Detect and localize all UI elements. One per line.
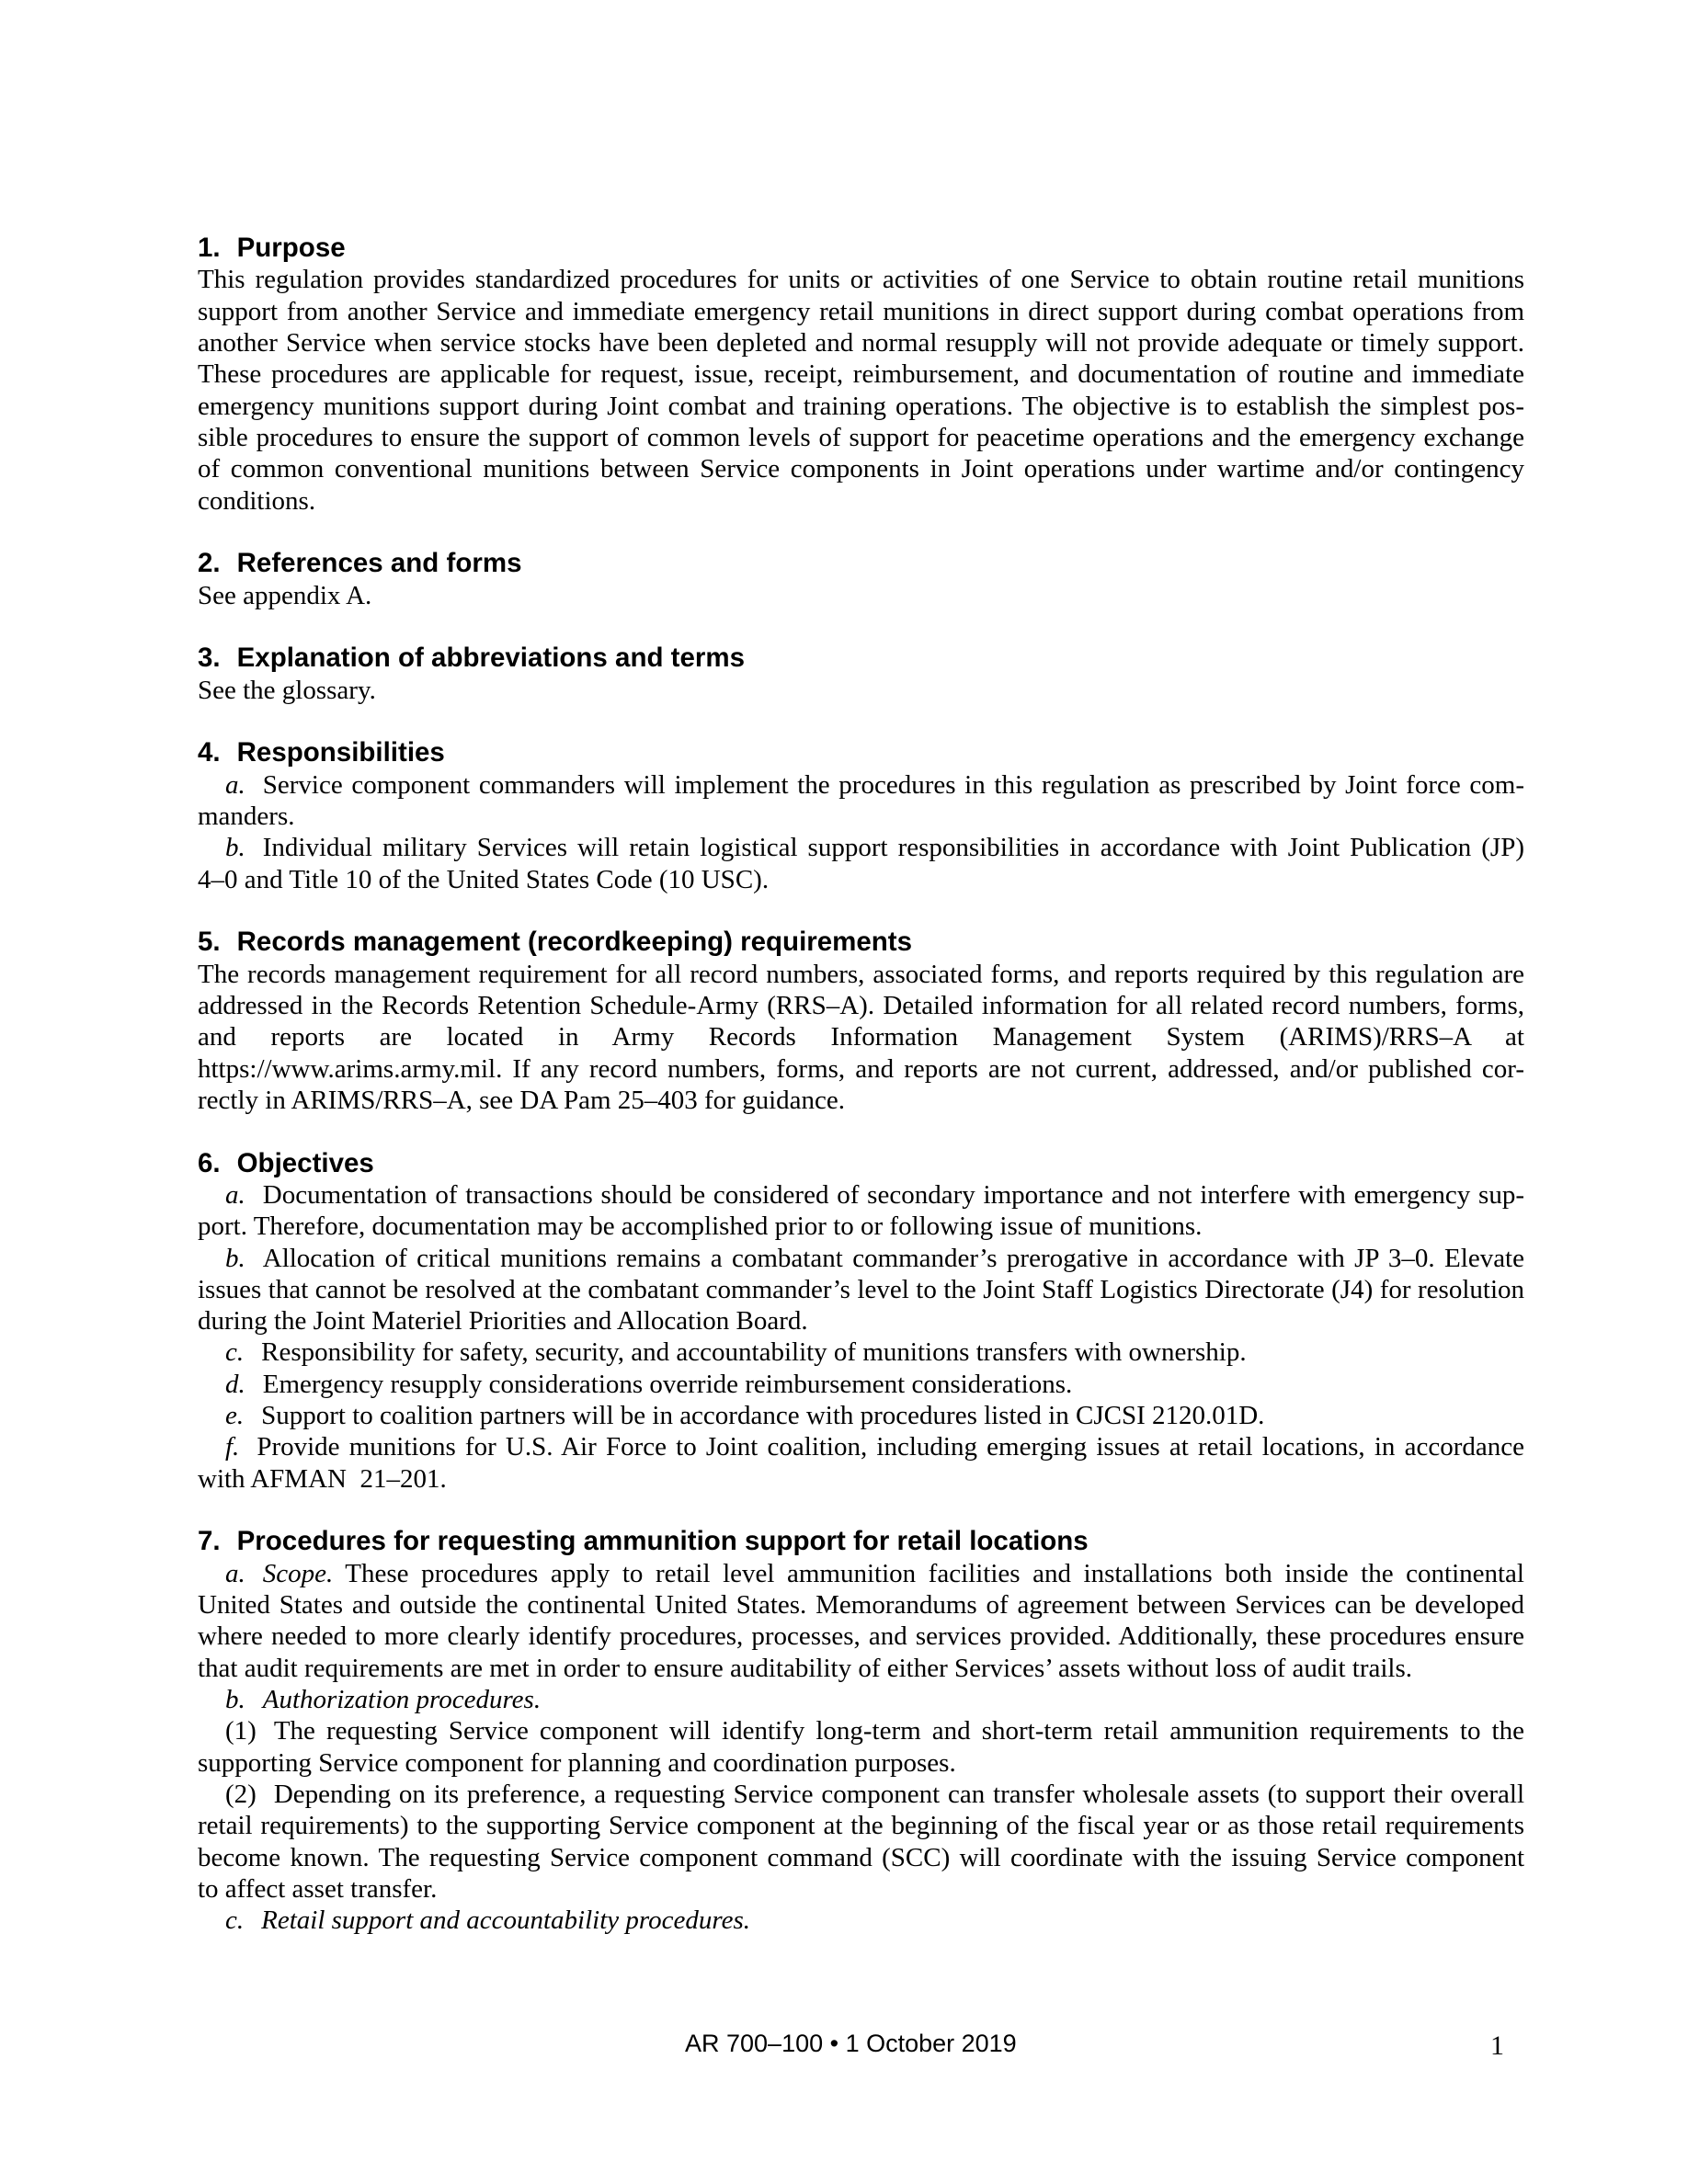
paragraph-line: 4–0 and Title 10 of the United States Code (10 USC). <box>198 864 770 894</box>
section-number: 7. <box>198 1526 221 1557</box>
line-text: Allocation of critical munitions remains a combatant commander’s prerogative in accordance with JP 3–0. Elevate <box>262 1243 1524 1273</box>
line-text: The requesting Service component will identify long-term and short-term retail ammunition requirements to the <box>273 1716 1524 1746</box>
paragraph-line: and reports are located in Army Records Information Management System (ARIMS)/RRS–A at <box>198 1022 1524 1052</box>
paragraph-item-e <box>198 1400 1524 1431</box>
item-label: (2) <box>225 1780 257 1810</box>
paragraph-line: See appendix A. <box>198 580 372 610</box>
line-text: Provide munitions for U.S. Air Force to Joint coalition, including emerging issues at retail locations, in accordance <box>257 1432 1524 1462</box>
section-heading <box>198 1148 1524 1179</box>
line-text: Documentation of transactions should be considered of secondary importance and not interfere with emergency sup- <box>262 1179 1524 1210</box>
paragraph-item-a <box>198 1179 1524 1243</box>
paragraph <box>198 959 1524 1117</box>
section-number: 6. <box>198 1147 221 1178</box>
paragraph-line: United States and outside the continental United States. Memorandums of agreement between Services can be developed <box>198 1590 1524 1621</box>
paragraph <box>198 580 1524 611</box>
section-title: Explanation of abbreviations and terms <box>236 643 746 674</box>
paragraph-item-c <box>198 1905 1524 1936</box>
paragraph-subitem-2 <box>198 1779 1524 1905</box>
item-label: d. <box>225 1369 245 1399</box>
paragraph-line: https://www.arims.army.mil. If any record numbers, forms, and reports are not current, addressed, and/or published cor- <box>198 1053 1524 1084</box>
item-label: a. <box>225 769 245 800</box>
item-label: b. <box>225 1685 245 1715</box>
paragraph-item-b <box>198 1684 1524 1715</box>
paragraph-line: conditions. <box>198 485 316 516</box>
paragraph-line: addressed in the Records Retention Schedule-Army (RRS–A). Detailed information for all related record numbers, forms, <box>198 990 1524 1020</box>
item-label: c. <box>225 1905 245 1936</box>
section-number: 2. <box>198 548 221 579</box>
section-objectives <box>198 1148 1524 1496</box>
item-label: (1) <box>225 1716 257 1746</box>
section-number: 5. <box>198 927 221 958</box>
paragraph-line: See the glossary. <box>198 675 376 705</box>
section-title: Procedures for requesting ammunition support for retail locations <box>236 1526 1089 1557</box>
paragraph-line: with AFMAN 21–201. <box>198 1463 447 1494</box>
paragraph-subitem-1 <box>198 1715 1524 1779</box>
section-title: Records management (recordkeeping) requirements <box>236 927 913 958</box>
paragraph-line: The records management requirement for all record numbers, associated forms, and reports required by this regulation are <box>198 959 1524 989</box>
paragraph-line: support from another Service and immediate emergency retail munitions in direct support during combat operations from <box>198 296 1524 326</box>
paragraph-item-b <box>198 832 1524 895</box>
paragraph-line: port. Therefore, documentation may be accomplished prior to or following issue of munitions. <box>198 1211 1203 1242</box>
paragraph-line <box>198 769 1524 801</box>
section-title: References and forms <box>236 548 522 579</box>
paragraph-line: issues that cannot be resolved at the combatant commander’s level to the Joint Staff Logistics Directorate (J4) for resolution <box>198 1274 1524 1304</box>
section-heading <box>198 233 1524 264</box>
line-text: Depending on its preference, a requesting Service component can transfer wholesale assets (to support their overall <box>273 1780 1524 1810</box>
section-records-management <box>198 927 1524 1116</box>
section-title: Responsibilities <box>236 737 445 768</box>
paragraph-line <box>198 1431 1524 1462</box>
section-purpose <box>198 233 1524 517</box>
paragraph-item-a <box>198 769 1524 833</box>
item-label: e. <box>225 1401 245 1431</box>
paragraph-line: sible procedures to ensure the support of common levels of support for peacetime operations and the emergency exchange <box>198 422 1524 452</box>
section-heading <box>198 548 1524 579</box>
section-procedures-retail <box>198 1526 1524 1936</box>
paragraph-line <box>198 1558 1524 1589</box>
paragraph-line: These procedures are applicable for request, issue, receipt, reimbursement, and documentation of routine and immediate <box>198 359 1524 390</box>
item-label: f. <box>225 1432 240 1462</box>
section-heading <box>198 927 1524 958</box>
paragraph-line: supporting Service component for planning and coordination purposes. <box>198 1747 956 1778</box>
page-number: 1 <box>1490 2030 1504 2061</box>
paragraph-line: rectly in ARIMS/RRS–A, see DA Pam 25–403 for guidance. <box>198 1085 846 1115</box>
section-responsibilities <box>198 737 1524 895</box>
paragraph-line <box>198 1369 1524 1400</box>
paragraph-line <box>198 1715 1524 1746</box>
section-references-and-forms <box>198 548 1524 611</box>
paragraph-item-f <box>198 1431 1524 1495</box>
item-heading: Retail support and accountability procedures. <box>261 1905 750 1936</box>
paragraph-line <box>198 832 1524 863</box>
line-text: These procedures apply to retail level ammunition facilities and installations both inside the continental <box>345 1558 1524 1588</box>
paragraph-line: become known. The requesting Service component command (SCC) will coordinate with the issuing Service component <box>198 1842 1524 1872</box>
paragraph <box>198 675 1524 706</box>
section-abbreviations-and-terms <box>198 643 1524 706</box>
paragraph-line: manders. <box>198 801 295 831</box>
paragraph-line: of common conventional munitions between Service components in Joint operations under wartime and/or contingency <box>198 454 1524 484</box>
paragraph-line <box>198 1179 1524 1211</box>
paragraph-line <box>198 1400 1524 1431</box>
paragraph-item-c <box>198 1337 1524 1368</box>
section-heading <box>198 1526 1524 1557</box>
document-body <box>198 233 1524 1937</box>
paragraph-line: that audit requirements are met in order to ensure auditability of either Services’ assets without loss of audit trails. <box>198 1653 1413 1683</box>
paragraph-line <box>198 1337 1524 1368</box>
paragraph-item-a <box>198 1558 1524 1684</box>
paragraph-line: during the Joint Materiel Priorities and Allocation Board. <box>198 1306 808 1337</box>
paragraph-line <box>198 1684 1524 1715</box>
line-text: Support to coalition partners will be in accordance with procedures listed in CJCSI 2120.01D. <box>261 1401 1265 1431</box>
item-label: c. <box>225 1337 245 1368</box>
paragraph-line: another Service when service stocks have been depleted and normal resupply will not provide adequate or timely support. <box>198 327 1524 358</box>
paragraph-line: where needed to more clearly identify procedures, processes, and services provided. Additionally, these procedures ensure <box>198 1621 1524 1652</box>
paragraph-line: This regulation provides standardized procedures for units or activities of one Service to obtain routine retail munitions <box>198 265 1524 295</box>
paragraph-line: emergency munitions support during Joint combat and training operations. The objective is to establish the simplest pos- <box>198 391 1524 421</box>
item-heading: Scope. <box>262 1558 334 1588</box>
section-title: Objectives <box>236 1147 374 1178</box>
paragraph-line <box>198 1905 1524 1936</box>
section-heading <box>198 643 1524 674</box>
line-text: Responsibility for safety, security, and accountability of munitions transfers with ownership. <box>261 1337 1247 1368</box>
paragraph-line: retail requirements) to the supporting Service component at the beginning of the fiscal year or as those retail requirements <box>198 1811 1524 1841</box>
item-label: b. <box>225 1243 245 1273</box>
item-label: b. <box>225 833 245 863</box>
section-number: 3. <box>198 643 221 674</box>
line-text: Individual military Services will retain logistical support responsibilities in accordance with Joint Publication (JP) <box>262 833 1524 863</box>
paragraph <box>198 264 1524 517</box>
item-label: a. <box>225 1558 245 1588</box>
paragraph-item-b <box>198 1243 1524 1337</box>
line-text: Service component commanders will implement the procedures in this regulation as prescribed by Joint force com- <box>262 769 1524 800</box>
paragraph-line <box>198 1779 1524 1810</box>
paragraph-line <box>198 1243 1524 1274</box>
item-label: a. <box>225 1179 245 1210</box>
paragraph-item-d <box>198 1369 1524 1400</box>
paragraph-line: to affect asset transfer. <box>198 1874 438 1905</box>
line-text: Emergency resupply considerations override reimbursement considerations. <box>262 1369 1073 1399</box>
section-title: Purpose <box>236 233 346 263</box>
section-number: 1. <box>198 233 221 263</box>
running-footer: AR 700–100 • 1 October 2019 <box>685 2030 1017 2057</box>
section-number: 4. <box>198 737 221 768</box>
section-heading <box>198 737 1524 768</box>
item-heading: Authorization procedures. <box>262 1685 542 1715</box>
